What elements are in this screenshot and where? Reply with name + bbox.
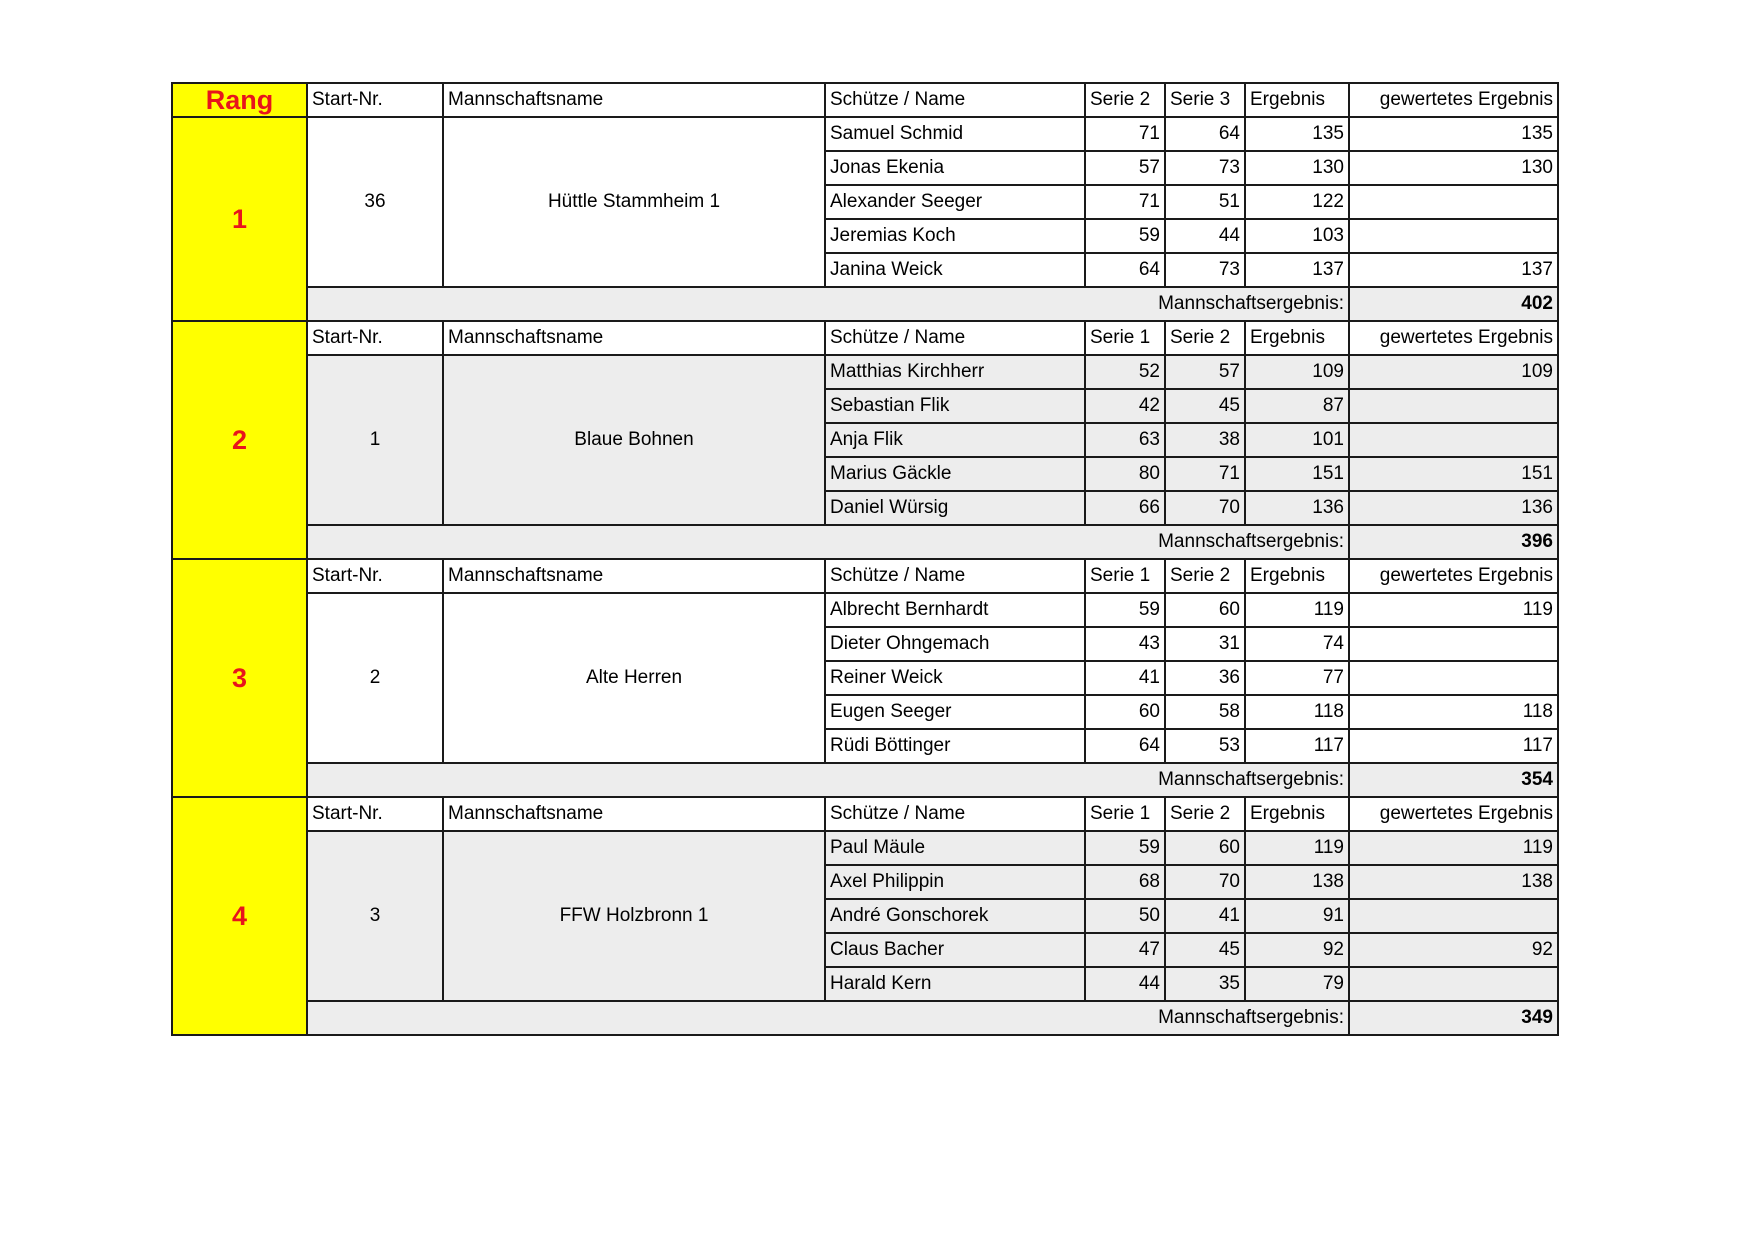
counted-score: 136 (1349, 491, 1558, 525)
shooter-name: Anja Flik (825, 423, 1085, 457)
series-a-score: 50 (1085, 899, 1165, 933)
col-header-result: Ergebnis (1245, 83, 1349, 117)
result-score: 92 (1245, 933, 1349, 967)
col-header-start-nr: Start-Nr. (307, 797, 443, 831)
team-total-label: Mannschaftsergebnis: (307, 287, 1349, 321)
counted-score: 138 (1349, 865, 1558, 899)
team-total-value: 396 (1349, 525, 1558, 559)
result-score: 138 (1245, 865, 1349, 899)
col-header-counted: gewertetes Ergebnis (1349, 83, 1558, 117)
counted-score (1349, 219, 1558, 253)
counted-score (1349, 423, 1558, 457)
counted-score (1349, 661, 1558, 695)
team-total-label: Mannschaftsergebnis: (307, 525, 1349, 559)
result-score: 136 (1245, 491, 1349, 525)
col-header-series-a: Serie 1 (1085, 321, 1165, 355)
counted-score (1349, 899, 1558, 933)
shooter-name: Eugen Seeger (825, 695, 1085, 729)
result-score: 130 (1245, 151, 1349, 185)
counted-score: 119 (1349, 593, 1558, 627)
start-number: 2 (307, 593, 443, 763)
series-b-score: 64 (1165, 117, 1245, 151)
series-b-score: 73 (1165, 253, 1245, 287)
team-header-row (172, 83, 1558, 117)
col-header-shooter: Schütze / Name (825, 321, 1085, 355)
series-a-score: 63 (1085, 423, 1165, 457)
col-header-start-nr: Start-Nr. (307, 321, 443, 355)
shooter-name: Samuel Schmid (825, 117, 1085, 151)
shooter-name: Sebastian Flik (825, 389, 1085, 423)
team-name: Blaue Bohnen (443, 355, 825, 525)
counted-score (1349, 185, 1558, 219)
col-header-counted: gewertetes Ergebnis (1349, 321, 1558, 355)
series-b-score: 35 (1165, 967, 1245, 1001)
col-header-result: Ergebnis (1245, 321, 1349, 355)
team-name: Hüttle Stammheim 1 (443, 117, 825, 287)
series-b-score: 38 (1165, 423, 1245, 457)
table-row (172, 355, 1558, 389)
counted-score: 109 (1349, 355, 1558, 389)
series-b-score: 45 (1165, 933, 1245, 967)
team-name: FFW Holzbronn 1 (443, 831, 825, 1001)
result-score: 135 (1245, 117, 1349, 151)
series-a-score: 57 (1085, 151, 1165, 185)
result-score: 101 (1245, 423, 1349, 457)
team-total-value: 349 (1349, 1001, 1558, 1035)
shooter-name: Jonas Ekenia (825, 151, 1085, 185)
counted-score: 118 (1349, 695, 1558, 729)
counted-score: 92 (1349, 933, 1558, 967)
col-header-series-a: Serie 2 (1085, 83, 1165, 117)
shooter-name: Harald Kern (825, 967, 1085, 1001)
series-b-score: 60 (1165, 593, 1245, 627)
shooter-name: Claus Bacher (825, 933, 1085, 967)
col-header-result: Ergebnis (1245, 559, 1349, 593)
team-total-value: 402 (1349, 287, 1558, 321)
col-header-shooter: Schütze / Name (825, 83, 1085, 117)
counted-score: 137 (1349, 253, 1558, 287)
rank-cell: 2 (172, 321, 307, 559)
series-a-score: 66 (1085, 491, 1165, 525)
shooter-name: Rüdi Böttinger (825, 729, 1085, 763)
col-header-series-b: Serie 2 (1165, 797, 1245, 831)
team-header-row (172, 559, 1558, 593)
col-header-team: Mannschaftsname (443, 321, 825, 355)
results-table (171, 82, 1559, 1036)
col-header-result: Ergebnis (1245, 797, 1349, 831)
team-total-label: Mannschaftsergebnis: (307, 1001, 1349, 1035)
team-total-row (172, 525, 1558, 559)
start-number: 1 (307, 355, 443, 525)
col-header-counted: gewertetes Ergebnis (1349, 797, 1558, 831)
counted-score: 117 (1349, 729, 1558, 763)
rank-cell: 3 (172, 559, 307, 797)
shooter-name: Reiner Weick (825, 661, 1085, 695)
col-header-series-b: Serie 2 (1165, 321, 1245, 355)
shooter-name: Marius Gäckle (825, 457, 1085, 491)
result-score: 79 (1245, 967, 1349, 1001)
series-a-score: 60 (1085, 695, 1165, 729)
shooter-name: Dieter Ohngemach (825, 627, 1085, 661)
table-row (172, 117, 1558, 151)
col-header-team: Mannschaftsname (443, 83, 825, 117)
team-header-row (172, 797, 1558, 831)
result-score: 103 (1245, 219, 1349, 253)
series-a-score: 80 (1085, 457, 1165, 491)
series-b-score: 70 (1165, 865, 1245, 899)
counted-score: 130 (1349, 151, 1558, 185)
team-header-row (172, 321, 1558, 355)
series-b-score: 73 (1165, 151, 1245, 185)
counted-score (1349, 627, 1558, 661)
counted-score (1349, 389, 1558, 423)
result-score: 119 (1245, 831, 1349, 865)
series-b-score: 53 (1165, 729, 1245, 763)
result-score: 117 (1245, 729, 1349, 763)
col-header-start-nr: Start-Nr. (307, 83, 443, 117)
team-name: Alte Herren (443, 593, 825, 763)
col-header-team: Mannschaftsname (443, 797, 825, 831)
series-a-score: 59 (1085, 219, 1165, 253)
counted-score: 151 (1349, 457, 1558, 491)
col-header-counted: gewertetes Ergebnis (1349, 559, 1558, 593)
series-b-score: 58 (1165, 695, 1245, 729)
series-b-score: 71 (1165, 457, 1245, 491)
shooter-name: Matthias Kirchherr (825, 355, 1085, 389)
col-header-team: Mannschaftsname (443, 559, 825, 593)
shooter-name: Alexander Seeger (825, 185, 1085, 219)
series-b-score: 41 (1165, 899, 1245, 933)
result-score: 122 (1245, 185, 1349, 219)
col-header-shooter: Schütze / Name (825, 559, 1085, 593)
col-header-shooter: Schütze / Name (825, 797, 1085, 831)
shooter-name: André Gonschorek (825, 899, 1085, 933)
result-score: 119 (1245, 593, 1349, 627)
col-header-series-b: Serie 2 (1165, 559, 1245, 593)
shooter-name: Jeremias Koch (825, 219, 1085, 253)
table-row (172, 593, 1558, 627)
shooter-name: Janina Weick (825, 253, 1085, 287)
shooter-name: Daniel Würsig (825, 491, 1085, 525)
rank-header: Rang (172, 83, 307, 117)
series-a-score: 47 (1085, 933, 1165, 967)
shooter-name: Axel Philippin (825, 865, 1085, 899)
team-total-row (172, 1001, 1558, 1035)
start-number: 3 (307, 831, 443, 1001)
series-a-score: 64 (1085, 253, 1165, 287)
result-score: 77 (1245, 661, 1349, 695)
counted-score (1349, 967, 1558, 1001)
col-header-start-nr: Start-Nr. (307, 559, 443, 593)
shooter-name: Albrecht Bernhardt (825, 593, 1085, 627)
shooter-name: Paul Mäule (825, 831, 1085, 865)
series-a-score: 64 (1085, 729, 1165, 763)
series-a-score: 44 (1085, 967, 1165, 1001)
series-b-score: 60 (1165, 831, 1245, 865)
team-total-row (172, 763, 1558, 797)
series-a-score: 68 (1085, 865, 1165, 899)
series-b-score: 44 (1165, 219, 1245, 253)
series-a-score: 71 (1085, 185, 1165, 219)
series-b-score: 51 (1165, 185, 1245, 219)
series-b-score: 31 (1165, 627, 1245, 661)
result-score: 118 (1245, 695, 1349, 729)
table-row (172, 831, 1558, 865)
series-a-score: 43 (1085, 627, 1165, 661)
result-score: 137 (1245, 253, 1349, 287)
rank-cell: 1 (172, 117, 307, 321)
series-b-score: 45 (1165, 389, 1245, 423)
series-a-score: 41 (1085, 661, 1165, 695)
result-score: 109 (1245, 355, 1349, 389)
series-b-score: 70 (1165, 491, 1245, 525)
col-header-series-a: Serie 1 (1085, 797, 1165, 831)
team-total-row (172, 287, 1558, 321)
result-score: 91 (1245, 899, 1349, 933)
series-b-score: 57 (1165, 355, 1245, 389)
result-score: 74 (1245, 627, 1349, 661)
series-a-score: 59 (1085, 593, 1165, 627)
series-a-score: 71 (1085, 117, 1165, 151)
result-score: 151 (1245, 457, 1349, 491)
counted-score: 135 (1349, 117, 1558, 151)
start-number: 36 (307, 117, 443, 287)
series-a-score: 59 (1085, 831, 1165, 865)
series-a-score: 42 (1085, 389, 1165, 423)
team-total-value: 354 (1349, 763, 1558, 797)
series-a-score: 52 (1085, 355, 1165, 389)
rank-cell: 4 (172, 797, 307, 1035)
counted-score: 119 (1349, 831, 1558, 865)
results-sheet (171, 82, 1559, 1036)
team-total-label: Mannschaftsergebnis: (307, 763, 1349, 797)
result-score: 87 (1245, 389, 1349, 423)
col-header-series-a: Serie 1 (1085, 559, 1165, 593)
col-header-series-b: Serie 3 (1165, 83, 1245, 117)
series-b-score: 36 (1165, 661, 1245, 695)
